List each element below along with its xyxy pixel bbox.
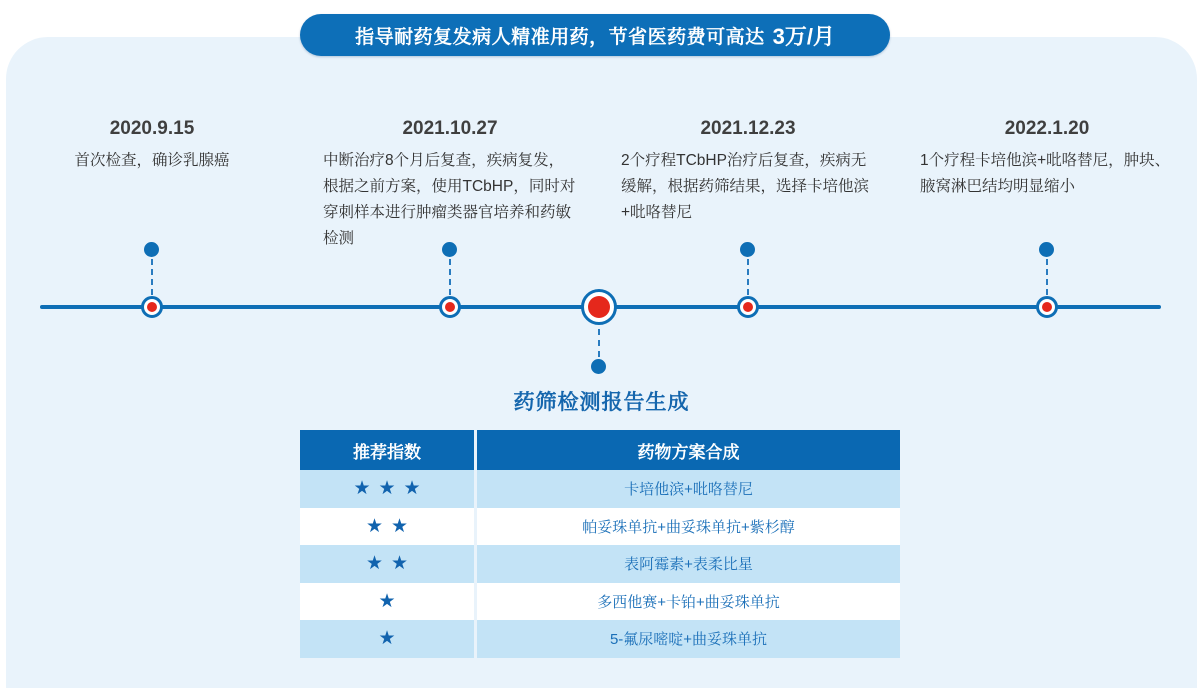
timeline-event-1 bbox=[37, 118, 267, 174]
banner-highlight: 3万/月 bbox=[772, 23, 835, 49]
timeline-marker-icon bbox=[141, 296, 163, 318]
table-row bbox=[300, 508, 900, 546]
column-header-stars: 推荐指数 bbox=[300, 430, 474, 470]
event-description: 中断治疗8个月后复查，疾病复发，根据之前方案，使用TCbHP，同时对穿刺样本进行肿瘤类器官培养和药敏检测 bbox=[323, 152, 576, 247]
drug-plan: 帕妥珠单抗+曲妥珠单抗+紫杉醇 bbox=[477, 508, 900, 546]
drug-plan: 卡培他滨+吡咯替尼 bbox=[477, 470, 900, 508]
drug-plan: 5-氟尿嘧啶+曲妥珠单抗 bbox=[477, 620, 900, 658]
star-rating: ★★ bbox=[300, 508, 474, 546]
table-row bbox=[300, 620, 900, 658]
star-rating: ★★★ bbox=[300, 470, 474, 508]
event-date: 2020.9.15 bbox=[109, 118, 195, 139]
timeline-marker-icon bbox=[1036, 296, 1058, 318]
connector-dashed-line bbox=[1046, 259, 1048, 295]
connector-dashed-line bbox=[747, 259, 749, 295]
timeline-marker-icon bbox=[737, 296, 759, 318]
marker-red-dot bbox=[1042, 302, 1052, 312]
event-dot-icon bbox=[591, 359, 606, 374]
table-row bbox=[300, 583, 900, 621]
event-description: 首次检查，确诊乳腺癌 bbox=[74, 152, 230, 169]
marker-red-dot bbox=[743, 302, 753, 312]
timeline-marker-icon bbox=[439, 296, 461, 318]
report-title: 药筛检测报告生成 bbox=[513, 391, 690, 414]
connector-dashed-line bbox=[598, 329, 600, 357]
connector-dashed-line bbox=[151, 259, 153, 295]
star-rating: ★★ bbox=[300, 545, 474, 583]
timeline-event-2 bbox=[323, 118, 577, 252]
event-date: 2021.10.27 bbox=[402, 118, 498, 139]
drug-plan: 多西他赛+卡铂+曲妥珠单抗 bbox=[477, 583, 900, 621]
star-rating: ★ bbox=[300, 620, 474, 658]
column-header-plan: 药物方案合成 bbox=[477, 430, 900, 470]
marker-red-dot bbox=[588, 296, 610, 318]
event-dot-icon bbox=[1039, 242, 1054, 257]
table-header-row bbox=[300, 430, 900, 470]
marker-red-dot bbox=[147, 302, 157, 312]
drug-plan: 表阿霉素+表柔比星 bbox=[477, 545, 900, 583]
header-banner bbox=[300, 14, 890, 56]
event-date: 2021.12.23 bbox=[700, 118, 796, 139]
banner-text: 指导耐药复发病人精准用药，节省医药费可高达 bbox=[355, 26, 765, 48]
marker-red-dot bbox=[445, 302, 455, 312]
event-dot-icon bbox=[144, 242, 159, 257]
report-table bbox=[300, 430, 900, 658]
timeline-event-3 bbox=[621, 118, 875, 226]
event-description: 1个疗程卡培他滨+吡咯替尼，肿块、腋窝淋巴结均明显缩小 bbox=[920, 152, 1171, 195]
event-dot-icon bbox=[442, 242, 457, 257]
timeline-marker-major-icon bbox=[581, 289, 617, 325]
event-description: 2个疗程TCbHP治疗后复查，疾病无缓解，根据药筛结果，选择卡培他滨+吡咯替尼 bbox=[621, 152, 870, 221]
connector-dashed-line bbox=[449, 259, 451, 295]
star-rating: ★ bbox=[300, 583, 474, 621]
table-row bbox=[300, 545, 900, 583]
event-date: 2022.1.20 bbox=[1004, 118, 1090, 139]
table-row bbox=[300, 470, 900, 508]
event-dot-icon bbox=[740, 242, 755, 257]
timeline-event-4 bbox=[920, 118, 1174, 200]
